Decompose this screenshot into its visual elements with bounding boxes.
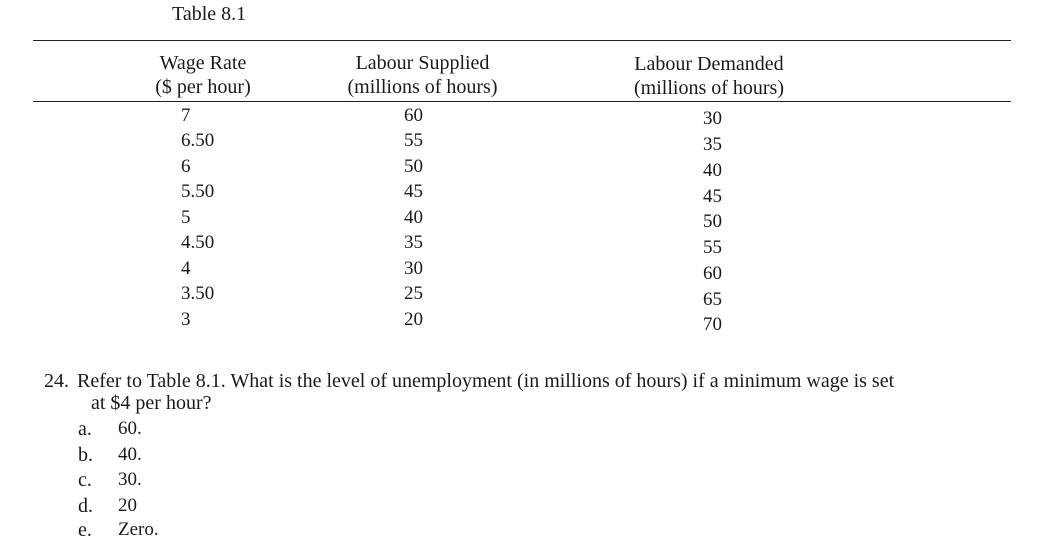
header-labour-demanded: [623, 52, 795, 100]
option-letter: c.: [78, 469, 92, 491]
option-letter: a.: [78, 418, 92, 440]
cell-labour-demanded: 65: [703, 289, 722, 310]
option-text: 30.: [118, 469, 142, 490]
header-line: ($ per hour): [155, 76, 251, 98]
option-text: 20: [118, 495, 137, 516]
header-line: (millions of hours): [347, 76, 498, 98]
cell-labour-supplied: 30: [404, 258, 423, 279]
cell-wage-rate: 3.50: [181, 283, 215, 304]
cell-labour-demanded: 50: [703, 211, 722, 232]
cell-wage-rate: 6.50: [181, 130, 215, 151]
cell-labour-supplied: 40: [404, 207, 423, 228]
option-letter: e.: [78, 519, 92, 541]
option-text: Zero.: [118, 519, 159, 540]
cell-labour-supplied: 55: [404, 130, 423, 151]
option-letter: d.: [78, 495, 93, 517]
cell-wage-rate: 4: [181, 258, 191, 279]
cell-labour-demanded: 35: [703, 134, 722, 155]
cell-labour-demanded: 70: [703, 314, 722, 335]
cell-wage-rate: 4.50: [181, 232, 215, 253]
cell-wage-rate: 3: [181, 309, 191, 330]
option-text: 60.: [118, 418, 142, 439]
cell-labour-demanded: 40: [703, 160, 722, 181]
cell-labour-supplied: 60: [404, 105, 423, 126]
cell-labour-demanded: 45: [703, 186, 722, 207]
option-text: 40.: [118, 444, 142, 465]
question-text-continued: at $4 per hour?: [91, 392, 212, 414]
cell-wage-rate: 5: [181, 207, 191, 228]
table-caption: Table 8.1: [172, 3, 247, 25]
question-number: 24.: [44, 370, 69, 392]
question-text: Refer to Table 8.1. What is the level of unemployment (in millions of hours) if a minimum wage is set: [77, 370, 895, 392]
cell-labour-supplied: 35: [404, 232, 423, 253]
table-top-rule: [33, 40, 1011, 41]
header-wage-rate: [146, 51, 260, 99]
cell-wage-rate: 5.50: [181, 181, 215, 202]
cell-labour-demanded: 30: [703, 108, 722, 129]
cell-labour-supplied: 25: [404, 283, 423, 304]
cell-labour-demanded: 55: [703, 237, 722, 258]
header-line: Labour Supplied: [355, 52, 490, 74]
cell-wage-rate: 6: [181, 156, 191, 177]
cell-labour-supplied: 20: [404, 309, 423, 330]
cell-labour-demanded: 60: [703, 263, 722, 284]
header-line: Labour Demanded: [634, 53, 784, 75]
cell-wage-rate: 7: [181, 105, 191, 126]
option-letter: b.: [78, 444, 93, 466]
header-labour-supplied: [340, 51, 505, 99]
header-line: Wage Rate: [159, 52, 247, 74]
cell-labour-supplied: 45: [404, 181, 423, 202]
cell-labour-supplied: 50: [404, 156, 423, 177]
table-header-rule: [33, 101, 1011, 102]
header-line: (millions of hours): [634, 77, 784, 99]
